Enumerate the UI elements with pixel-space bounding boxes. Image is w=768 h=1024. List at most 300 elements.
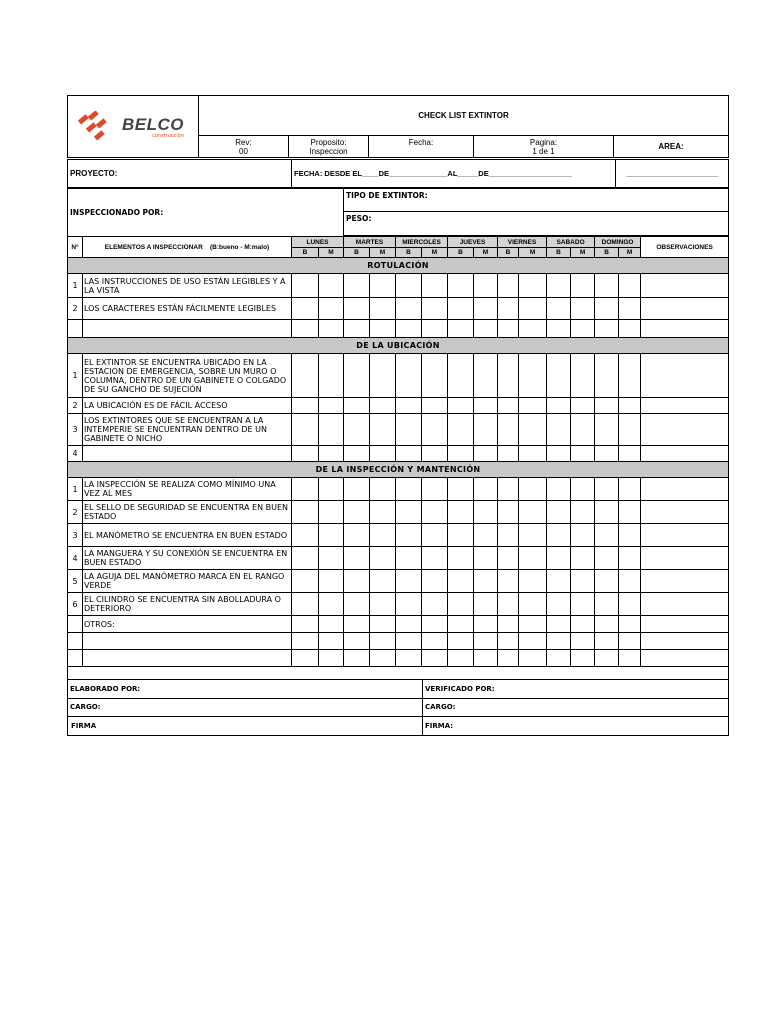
- check-cell[interactable]: [519, 524, 547, 547]
- check-cell[interactable]: [344, 398, 370, 414]
- observaciones-cell[interactable]: [641, 593, 729, 616]
- item-text: LAS INSTRUCCIONES DE USO ESTÁN LEGIBLES Y A LA VISTA: [83, 274, 292, 298]
- check-cell[interactable]: [595, 593, 619, 616]
- check-cell[interactable]: [344, 593, 370, 616]
- check-cell[interactable]: [595, 298, 619, 320]
- check-cell[interactable]: [571, 398, 595, 414]
- section-title: ROTULACIÓN: [68, 258, 729, 274]
- day-0-b-subheader: B: [292, 248, 319, 258]
- check-cell[interactable]: [319, 633, 344, 650]
- check-cell[interactable]: [448, 650, 474, 667]
- check-cell[interactable]: [498, 274, 519, 298]
- rev-value: 00: [239, 146, 248, 156]
- check-cell[interactable]: [319, 547, 344, 570]
- item-text: [83, 650, 292, 667]
- check-cell[interactable]: [571, 501, 595, 524]
- check-cell[interactable]: [474, 501, 498, 524]
- check-cell[interactable]: [448, 633, 474, 650]
- check-cell[interactable]: [595, 650, 619, 667]
- check-cell[interactable]: [422, 274, 448, 298]
- check-cell[interactable]: [292, 274, 319, 298]
- check-cell[interactable]: [595, 524, 619, 547]
- rev-cell: [199, 136, 289, 158]
- check-cell[interactable]: [474, 593, 498, 616]
- check-cell[interactable]: [370, 616, 396, 633]
- check-cell[interactable]: [370, 650, 396, 667]
- observaciones-cell[interactable]: [641, 570, 729, 593]
- elaborado-cell[interactable]: [68, 679, 423, 698]
- check-cell[interactable]: [571, 320, 595, 338]
- observaciones-cell[interactable]: [641, 298, 729, 320]
- check-cell[interactable]: [292, 398, 319, 414]
- observaciones-cell[interactable]: [641, 320, 729, 338]
- check-cell[interactable]: [619, 354, 641, 398]
- item-text: LA MANGUERA Y SU CONEXIÓN SE ENCUENTRA EN BUEN ESTADO: [83, 547, 292, 570]
- check-cell[interactable]: [422, 414, 448, 446]
- check-cell[interactable]: [344, 414, 370, 446]
- col-num-header: N°: [68, 237, 83, 258]
- observaciones-cell[interactable]: [641, 616, 729, 633]
- check-cell[interactable]: [422, 354, 448, 398]
- check-cell[interactable]: [448, 414, 474, 446]
- check-cell[interactable]: [498, 650, 519, 667]
- check-cell[interactable]: [292, 414, 319, 446]
- check-cell[interactable]: [396, 570, 422, 593]
- check-cell[interactable]: [319, 650, 344, 667]
- table-row: [68, 354, 729, 398]
- check-cell[interactable]: [422, 298, 448, 320]
- observaciones-cell[interactable]: [641, 414, 729, 446]
- check-cell[interactable]: [619, 274, 641, 298]
- check-cell[interactable]: [547, 547, 571, 570]
- item-number: 2: [68, 398, 83, 414]
- check-cell[interactable]: [595, 478, 619, 501]
- check-cell[interactable]: [319, 570, 344, 593]
- check-cell[interactable]: [396, 298, 422, 320]
- check-cell[interactable]: [619, 633, 641, 650]
- check-cell[interactable]: [547, 274, 571, 298]
- check-cell[interactable]: [498, 593, 519, 616]
- cargo-left-cell[interactable]: [68, 698, 423, 716]
- check-cell[interactable]: [396, 633, 422, 650]
- check-cell[interactable]: [595, 547, 619, 570]
- check-cell[interactable]: [319, 414, 344, 446]
- check-cell[interactable]: [519, 633, 547, 650]
- check-cell[interactable]: [474, 274, 498, 298]
- check-cell[interactable]: [547, 633, 571, 650]
- observaciones-cell[interactable]: [641, 478, 729, 501]
- fecha-extra-cell[interactable]: [616, 160, 729, 188]
- check-cell[interactable]: [319, 354, 344, 398]
- check-cell[interactable]: [498, 354, 519, 398]
- check-cell[interactable]: [519, 446, 547, 462]
- observaciones-cell[interactable]: [641, 446, 729, 462]
- check-cell[interactable]: [498, 446, 519, 462]
- check-cell[interactable]: [370, 398, 396, 414]
- check-cell[interactable]: [292, 446, 319, 462]
- tipo-extintor-cell[interactable]: [344, 189, 729, 212]
- check-cell[interactable]: [448, 398, 474, 414]
- check-cell[interactable]: [422, 570, 448, 593]
- check-cell[interactable]: [370, 320, 396, 338]
- check-cell[interactable]: [448, 593, 474, 616]
- item-number: 3: [68, 414, 83, 446]
- check-cell[interactable]: [474, 414, 498, 446]
- check-cell[interactable]: [571, 650, 595, 667]
- check-cell[interactable]: [519, 298, 547, 320]
- check-cell[interactable]: [396, 446, 422, 462]
- check-cell[interactable]: [422, 547, 448, 570]
- check-cell[interactable]: [619, 446, 641, 462]
- check-cell[interactable]: [448, 570, 474, 593]
- item-text: EL CILINDRO SE ENCUENTRA SIN ABOLLADURA O DETERIORO: [83, 593, 292, 616]
- check-cell[interactable]: [396, 274, 422, 298]
- check-cell[interactable]: [474, 320, 498, 338]
- check-cell[interactable]: [448, 446, 474, 462]
- check-cell[interactable]: [571, 524, 595, 547]
- check-cell[interactable]: [547, 446, 571, 462]
- check-cell[interactable]: [344, 298, 370, 320]
- verificado-label: VERIFICADO POR:: [425, 684, 495, 693]
- check-cell[interactable]: [547, 650, 571, 667]
- check-cell[interactable]: [519, 547, 547, 570]
- check-cell[interactable]: [474, 446, 498, 462]
- check-cell[interactable]: [292, 320, 319, 338]
- check-cell[interactable]: [547, 501, 571, 524]
- check-cell[interactable]: [474, 616, 498, 633]
- firma-left-cell[interactable]: [68, 716, 423, 735]
- check-cell[interactable]: [292, 524, 319, 547]
- check-cell[interactable]: [344, 633, 370, 650]
- table-row: [68, 501, 729, 524]
- check-cell[interactable]: [422, 633, 448, 650]
- day-header-lunes: LUNES: [292, 237, 344, 248]
- observaciones-cell[interactable]: [641, 398, 729, 414]
- item-text: [83, 633, 292, 650]
- check-cell[interactable]: [319, 446, 344, 462]
- check-cell[interactable]: [619, 524, 641, 547]
- cargo-right-cell[interactable]: [423, 698, 729, 716]
- check-cell[interactable]: [422, 650, 448, 667]
- check-cell[interactable]: [344, 501, 370, 524]
- check-cell[interactable]: [619, 616, 641, 633]
- check-cell[interactable]: [519, 593, 547, 616]
- check-cell[interactable]: [292, 593, 319, 616]
- check-cell[interactable]: [292, 501, 319, 524]
- check-cell[interactable]: [370, 547, 396, 570]
- check-cell[interactable]: [498, 414, 519, 446]
- check-cell[interactable]: [474, 570, 498, 593]
- check-cell[interactable]: [571, 274, 595, 298]
- check-cell[interactable]: [519, 616, 547, 633]
- check-cell[interactable]: [571, 446, 595, 462]
- check-cell[interactable]: [498, 547, 519, 570]
- item-text: LA UBICACIÓN ES DE FÁCIL ACCESO: [83, 398, 292, 414]
- check-cell[interactable]: [319, 398, 344, 414]
- check-cell[interactable]: [422, 478, 448, 501]
- check-cell[interactable]: [396, 650, 422, 667]
- check-cell[interactable]: [319, 616, 344, 633]
- check-cell[interactable]: [292, 478, 319, 501]
- fecha-cell[interactable]: [369, 136, 474, 158]
- check-cell[interactable]: [319, 298, 344, 320]
- check-cell[interactable]: [547, 616, 571, 633]
- check-cell[interactable]: [547, 524, 571, 547]
- check-cell[interactable]: [519, 414, 547, 446]
- check-cell[interactable]: [519, 320, 547, 338]
- check-cell[interactable]: [422, 320, 448, 338]
- check-cell[interactable]: [498, 616, 519, 633]
- check-cell[interactable]: [319, 593, 344, 616]
- check-cell[interactable]: [571, 354, 595, 398]
- check-cell[interactable]: [619, 547, 641, 570]
- check-cell[interactable]: [571, 478, 595, 501]
- check-cell[interactable]: [474, 524, 498, 547]
- observaciones-cell[interactable]: [641, 354, 729, 398]
- inspeccionado-cell[interactable]: [68, 189, 344, 236]
- check-cell[interactable]: [474, 478, 498, 501]
- check-cell[interactable]: [448, 524, 474, 547]
- check-cell[interactable]: [344, 354, 370, 398]
- check-cell[interactable]: [519, 501, 547, 524]
- check-cell[interactable]: [474, 398, 498, 414]
- check-cell[interactable]: [474, 298, 498, 320]
- check-cell[interactable]: [396, 616, 422, 633]
- check-cell[interactable]: [571, 633, 595, 650]
- check-cell[interactable]: [344, 616, 370, 633]
- check-cell[interactable]: [595, 633, 619, 650]
- item-text: LOS EXTINTORES QUE SE ENCUENTRAN A LA INTEMPERIE SE ENCUENTRAN DENTRO DE UN GABINETE O NICHO: [83, 414, 292, 446]
- section-title: DE LA INSPECCIÓN Y MANTENCIÓN: [68, 462, 729, 478]
- check-cell[interactable]: [571, 298, 595, 320]
- item-number: [68, 633, 83, 650]
- day-header-sabado: SABADO: [547, 237, 595, 248]
- check-cell[interactable]: [498, 633, 519, 650]
- check-cell[interactable]: [344, 650, 370, 667]
- check-cell[interactable]: [571, 570, 595, 593]
- check-cell[interactable]: [619, 320, 641, 338]
- check-cell[interactable]: [595, 354, 619, 398]
- fecha-range-label: FECHA: DESDE EL____DE______________AL_____DE____________________: [294, 169, 573, 178]
- check-cell[interactable]: [619, 478, 641, 501]
- header-table: [67, 95, 729, 158]
- check-cell[interactable]: [498, 298, 519, 320]
- check-cell[interactable]: [344, 547, 370, 570]
- check-cell[interactable]: [448, 354, 474, 398]
- check-cell[interactable]: [498, 320, 519, 338]
- company-logo: [68, 111, 198, 143]
- item-number: 1: [68, 478, 83, 501]
- check-cell[interactable]: [619, 593, 641, 616]
- check-cell[interactable]: [619, 501, 641, 524]
- check-cell[interactable]: [448, 501, 474, 524]
- check-cell[interactable]: [547, 320, 571, 338]
- check-cell[interactable]: [344, 478, 370, 501]
- check-cell[interactable]: [396, 354, 422, 398]
- check-cell[interactable]: [292, 616, 319, 633]
- check-cell[interactable]: [498, 570, 519, 593]
- check-cell[interactable]: [370, 274, 396, 298]
- pagina-value: 1 de 1: [532, 146, 555, 156]
- inspeccionado-label: INSPECCIONADO POR:: [70, 207, 164, 217]
- check-cell[interactable]: [547, 298, 571, 320]
- check-cell[interactable]: [344, 320, 370, 338]
- peso-cell[interactable]: [344, 212, 729, 236]
- check-cell[interactable]: [474, 633, 498, 650]
- check-cell[interactable]: [344, 570, 370, 593]
- check-cell[interactable]: [344, 524, 370, 547]
- check-cell[interactable]: [396, 593, 422, 616]
- check-cell[interactable]: [619, 398, 641, 414]
- check-cell[interactable]: [396, 524, 422, 547]
- check-cell[interactable]: [619, 298, 641, 320]
- logo-subtext: construcción: [152, 132, 184, 139]
- check-cell[interactable]: [370, 298, 396, 320]
- check-cell[interactable]: [547, 414, 571, 446]
- check-cell[interactable]: [319, 274, 344, 298]
- check-cell[interactable]: [370, 501, 396, 524]
- check-cell[interactable]: [595, 320, 619, 338]
- check-cell[interactable]: [422, 446, 448, 462]
- check-cell[interactable]: [370, 414, 396, 446]
- check-cell[interactable]: [498, 478, 519, 501]
- check-cell[interactable]: [474, 354, 498, 398]
- proposito-label: Proposito:: [310, 137, 347, 147]
- check-cell[interactable]: [448, 274, 474, 298]
- check-cell[interactable]: [370, 446, 396, 462]
- check-cell[interactable]: [547, 570, 571, 593]
- check-cell[interactable]: [396, 478, 422, 501]
- check-cell[interactable]: [571, 414, 595, 446]
- check-cell[interactable]: [547, 398, 571, 414]
- check-cell[interactable]: [319, 501, 344, 524]
- check-cell[interactable]: [396, 547, 422, 570]
- check-cell[interactable]: [396, 414, 422, 446]
- check-cell[interactable]: [547, 354, 571, 398]
- check-cell[interactable]: [292, 650, 319, 667]
- check-cell[interactable]: [547, 478, 571, 501]
- area-cell[interactable]: [614, 136, 729, 158]
- check-cell[interactable]: [422, 593, 448, 616]
- item-number: 3: [68, 524, 83, 547]
- check-cell[interactable]: [519, 650, 547, 667]
- check-cell[interactable]: [344, 446, 370, 462]
- check-cell[interactable]: [292, 298, 319, 320]
- check-cell[interactable]: [396, 320, 422, 338]
- check-cell[interactable]: [370, 570, 396, 593]
- check-cell[interactable]: [619, 570, 641, 593]
- check-cell[interactable]: [498, 501, 519, 524]
- check-cell[interactable]: [595, 570, 619, 593]
- section-row: [68, 258, 729, 274]
- day-4-b-subheader: B: [498, 248, 519, 258]
- pagina-cell: [474, 136, 614, 158]
- check-cell[interactable]: [519, 398, 547, 414]
- check-cell[interactable]: [396, 501, 422, 524]
- item-number: 6: [68, 593, 83, 616]
- check-cell[interactable]: [547, 593, 571, 616]
- check-cell[interactable]: [595, 446, 619, 462]
- check-cell[interactable]: [498, 524, 519, 547]
- observaciones-cell[interactable]: [641, 547, 729, 570]
- fecha-range-cell[interactable]: [292, 160, 616, 188]
- check-cell[interactable]: [370, 478, 396, 501]
- check-cell[interactable]: [519, 274, 547, 298]
- check-cell[interactable]: [519, 478, 547, 501]
- check-cell[interactable]: [519, 354, 547, 398]
- check-cell[interactable]: [571, 593, 595, 616]
- observaciones-cell[interactable]: [641, 524, 729, 547]
- firma-left-label: FIRMA: [71, 721, 97, 730]
- check-cell[interactable]: [370, 354, 396, 398]
- check-cell[interactable]: [422, 524, 448, 547]
- check-cell[interactable]: [292, 570, 319, 593]
- check-cell[interactable]: [519, 570, 547, 593]
- check-cell[interactable]: [370, 593, 396, 616]
- check-cell[interactable]: [595, 616, 619, 633]
- check-cell[interactable]: [370, 524, 396, 547]
- check-cell[interactable]: [292, 547, 319, 570]
- check-cell[interactable]: [448, 298, 474, 320]
- check-cell[interactable]: [619, 650, 641, 667]
- check-cell[interactable]: [396, 398, 422, 414]
- check-cell[interactable]: [319, 524, 344, 547]
- check-cell[interactable]: [474, 547, 498, 570]
- check-cell[interactable]: [292, 354, 319, 398]
- check-cell[interactable]: [571, 616, 595, 633]
- observaciones-cell[interactable]: [641, 274, 729, 298]
- item-number: 5: [68, 570, 83, 593]
- elementos-note: (B:bueno - M:malo): [210, 243, 270, 251]
- table-row: [68, 633, 729, 650]
- check-cell[interactable]: [595, 398, 619, 414]
- elaborado-label: ELABORADO POR:: [70, 684, 141, 693]
- check-cell[interactable]: [448, 616, 474, 633]
- item-number: 4: [68, 446, 83, 462]
- check-cell[interactable]: [319, 320, 344, 338]
- elementos-label: ELEMENTOS A INSPECCIONAR: [104, 243, 203, 251]
- check-cell[interactable]: [448, 547, 474, 570]
- item-number: 2: [68, 501, 83, 524]
- firma-right-label: FIRMA:: [425, 721, 454, 730]
- check-cell[interactable]: [571, 547, 595, 570]
- check-cell[interactable]: [422, 398, 448, 414]
- check-cell[interactable]: [292, 633, 319, 650]
- check-cell[interactable]: [448, 320, 474, 338]
- check-cell[interactable]: [370, 633, 396, 650]
- observaciones-cell[interactable]: [641, 650, 729, 667]
- verificado-cell[interactable]: [423, 679, 729, 698]
- item-text: LOS CARACTERES ESTÁN FÁCILMENTE LEGIBLES: [83, 298, 292, 320]
- item-text: LA INSPECCIÓN SE REALIZA COMO MÍNIMO UNA VEZ AL MES: [83, 478, 292, 501]
- check-cell[interactable]: [474, 650, 498, 667]
- check-cell[interactable]: [448, 478, 474, 501]
- check-cell[interactable]: [595, 274, 619, 298]
- footer-spacer: [68, 667, 729, 679]
- check-cell[interactable]: [422, 616, 448, 633]
- check-cell[interactable]: [619, 414, 641, 446]
- observaciones-cell[interactable]: [641, 501, 729, 524]
- observaciones-cell[interactable]: [641, 633, 729, 650]
- check-cell[interactable]: [344, 274, 370, 298]
- check-cell[interactable]: [319, 478, 344, 501]
- check-cell[interactable]: [595, 501, 619, 524]
- firma-right-cell[interactable]: [423, 716, 729, 735]
- check-cell[interactable]: [422, 501, 448, 524]
- proyecto-cell[interactable]: [68, 160, 292, 188]
- check-cell[interactable]: [498, 398, 519, 414]
- check-cell[interactable]: [595, 414, 619, 446]
